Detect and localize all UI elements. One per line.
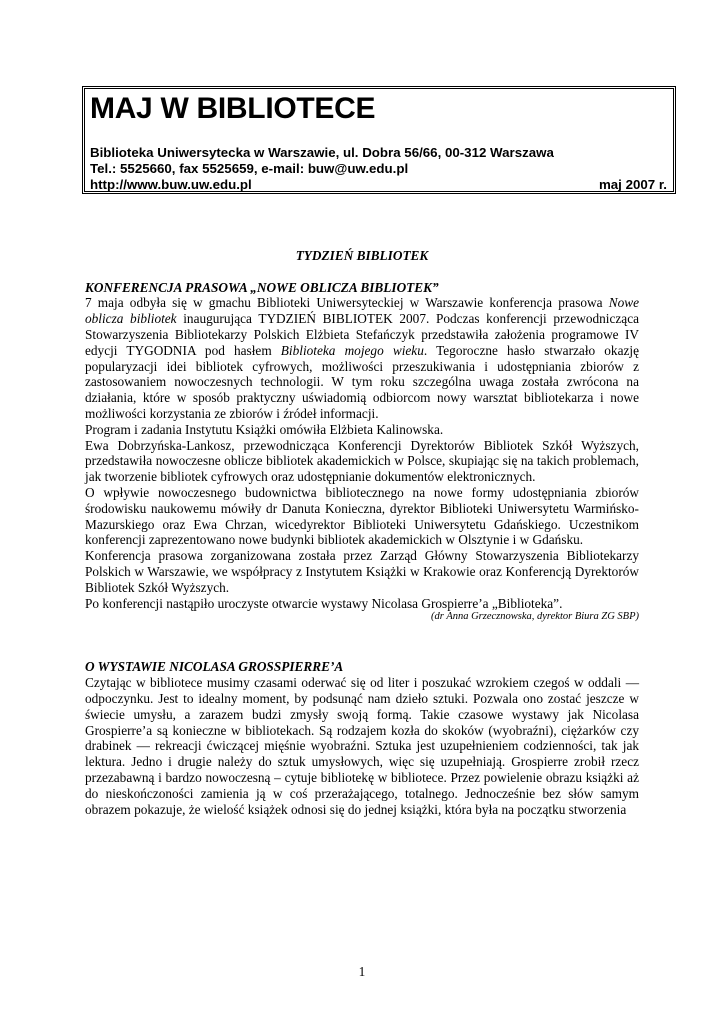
article1-paragraph-4: O wpływie nowoczesnego budownictwa bibliotecznego na nowe formy udostępniania zbiorów środowisku naukowemu mówiły dr Danuta Konieczna, dyrektor Biblioteki Uniwersytetu Warmińsko-Mazurskiego oraz Ewa Chrzan, wicedyrektor Biblioteki Uniwersytetu Gdańskiego. Uczestnikom konferencji zaprezentowano nowe budynki bibliotek akademickich w Olsztynie i w Gdańsku.	[85, 484, 639, 548]
page-number: 1	[358, 964, 366, 979]
section-title: TYDZIEŃ BIBLIOTEK	[295, 248, 429, 263]
website-line	[90, 177, 667, 192]
article1-paragraph-2: Program i zadania Instytutu Książki omówiła Elżbieta Kalinowska.	[85, 421, 444, 437]
issue-date: maj 2007 r.	[598, 177, 667, 192]
article1-paragraph-3: Ewa Dobrzyńska-Lankosz, przewodnicząca Konferencji Dyrektorów Bibliotek Szkół Wyższych, przedstawiła nowoczesne oblicze bibliotek akademickich w Polsce, skupiając się na takich problemach, jak tworzenie bibliotek cyfrowych oraz udostępnianie dokumentów elektronicznych.	[85, 437, 639, 485]
contact-info: Tel.: 5525660, fax 5525659, e-mail: buw@uw.edu.pl	[90, 161, 409, 176]
website-link[interactable]: http://www.buw.uw.edu.pl	[90, 177, 252, 192]
article1-paragraph-1: 7 maja odbyła się w gmachu Biblioteki Uniwersyteckiej w Warszawie konferencja prasowa Nowe oblicza bibliotek inaugurująca TYDZIEŃ BIBLIOTEK 2007. Podczas konferencji przewodnicząca Stowarzyszenia Bibliotekarzy Polskich Elżbieta Stefańczyk przedstawiła założenia programowe IV edycji TYGODNIA pod hasłem Biblioteka mojego wieku. Tegoroczne hasło stwarzało okazję popularyzacji idei bibliotek cyfrowych, możliwości przeszukiwania i udostępniania zbiorów z zastosowaniem nowoczesnych technologii. W tym roku szczególna uwaga została zwrócona na działania, które w sposób praktyczny uświadomią odbiorcom nowy warsztat bibliotekarza i nowe możliwości korzystania ze zbiorów i źródeł informacji.	[85, 295, 639, 421]
article-body	[85, 248, 639, 817]
article1-credit: (dr Anna Grzecznowska, dyrektor Biura ZG SBP)	[431, 611, 639, 623]
article1-paragraph-5: Konferencja prasowa zorganizowana została przez Zarząd Główny Stowarzyszenia Bibliotekarzy Polskich w Warszawie, we współpracy z Instytutem Książki w Krakowie oraz Konferencją Dyrektorów Bibliotek Szkół Wyższych.	[85, 548, 639, 595]
newsletter-title: MAJ W BIBLIOTECE	[90, 92, 376, 125]
library-address: Biblioteka Uniwersytecka w Warszawie, ul. Dobra 56/66, 00-312 Warszawa	[90, 145, 554, 160]
article2-paragraph-1: Czytając w bibliotece musimy czasami oderwać się od liter i poszukać wzrokiem czegoś w oddali — odpoczynku. Jest to idealny moment, by podsunąć nam dzieło sztuki. Pozwala ono zostać jeszcze w świecie umysłu, a zarazem budzi zmysły swoją formą. Takie czasowe wystawy jak Nicolasa Grospierre’a są konieczne w bibliotekach. Są rodzajem kozła do skoków (wyobraźni), ciężarków czy drabinek — rekreacji ćwiczącej mięśnie wyobraźni. Sztuka jest uzupełnieniem codzienności, tak jak lektura. Jedno i drugie należy do sztuk umysłowych, więc się uzupełniają. Grospierre zrobił rzecz przezabawną i bardzo nowoczesną – cytuje bibliotekę w bibliotece. Przez powielenie obrazu książki aż do nieskończoności zamienia ją w coś przerażającego, totalnego. Jednocześnie bez słów samym obrazem pokazuje, że wielość książek odnosi się do jednej książki, która była na początku stworzenia	[85, 675, 639, 817]
article2-heading: O WYSTAWIE NICOLASA GROSSPIERRE’A	[85, 659, 344, 675]
article1-paragraph-6: Po konferencji nastąpiło uroczyste otwarcie wystawy Nicolasa Grospierre’a „Biblioteka”.	[85, 595, 563, 611]
article1-heading: KONFERENCJA PRASOWA „NOWE OBLICZA BIBLIOTEK”	[85, 279, 439, 295]
masthead-box	[82, 86, 676, 194]
